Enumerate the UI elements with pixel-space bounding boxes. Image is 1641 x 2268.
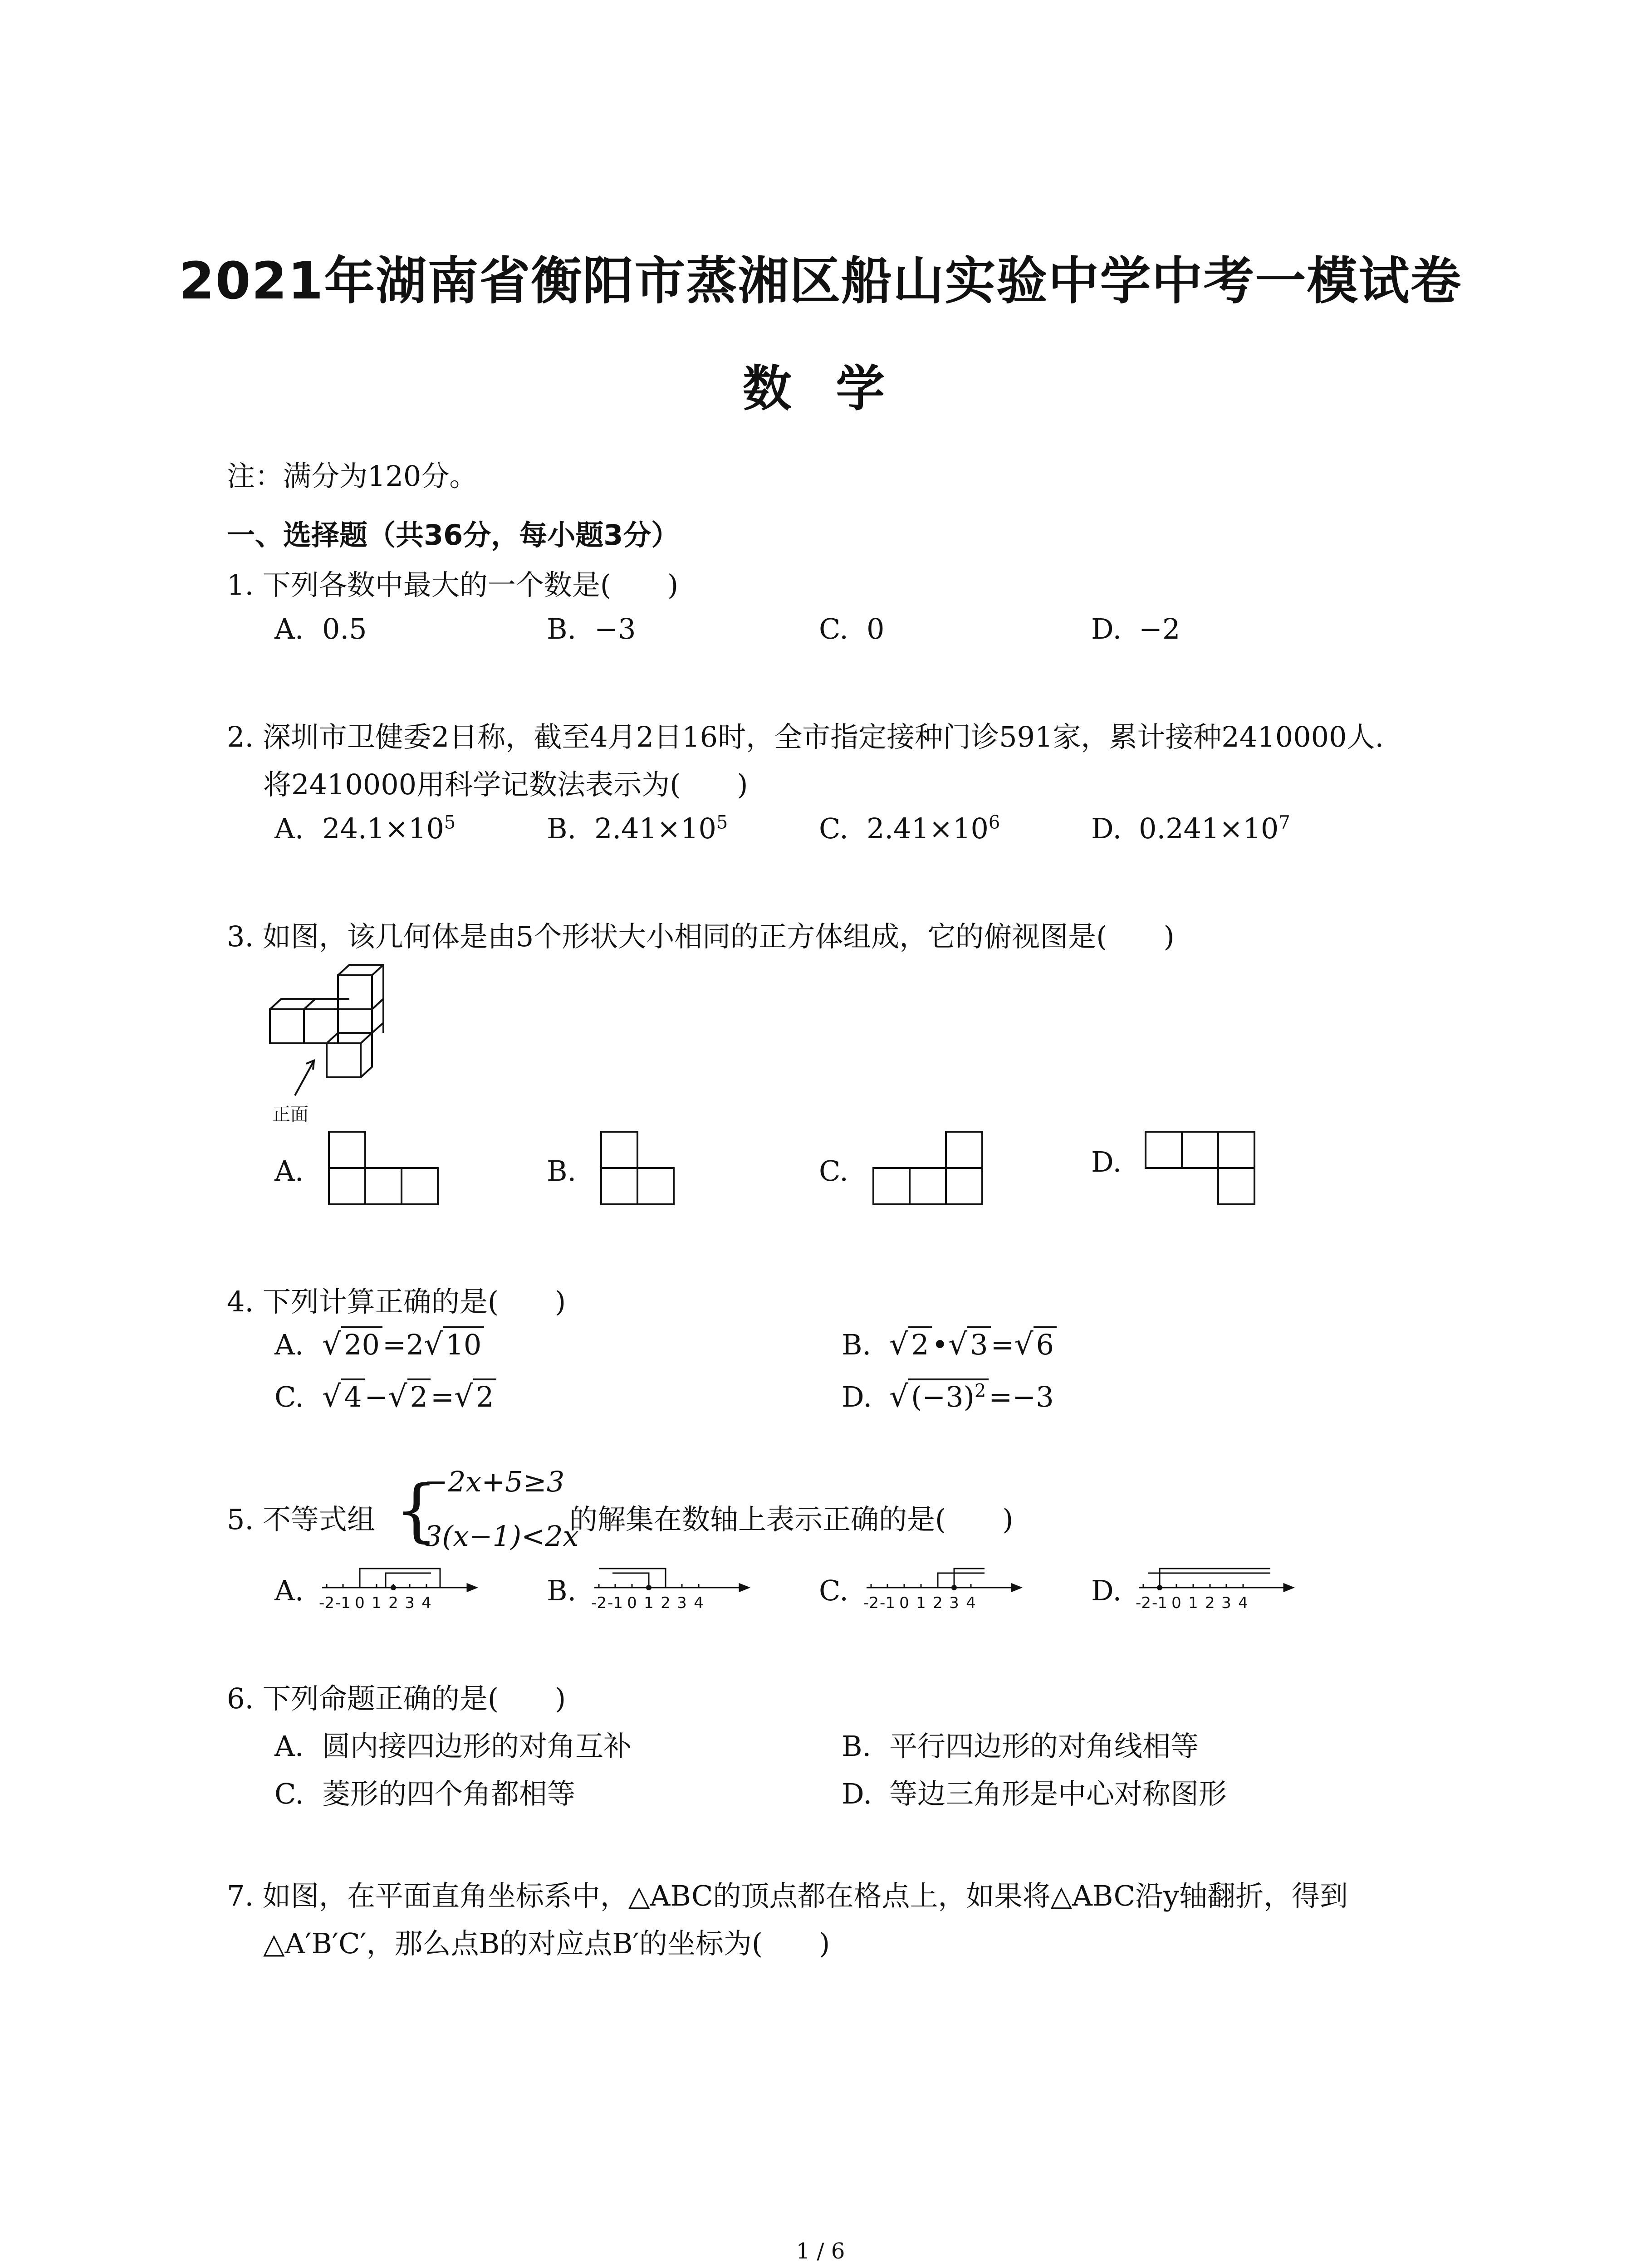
- tick: 4: [966, 1594, 976, 1612]
- q1-option-d: D. −2: [1091, 612, 1181, 645]
- tick: -2: [319, 1594, 334, 1612]
- tick: 1: [372, 1594, 382, 1612]
- tick: -2: [863, 1594, 879, 1612]
- tick: 1: [916, 1594, 926, 1612]
- subject-title: 数 学: [742, 361, 899, 417]
- question-7-stem-line2: △A′B′C′，那么点B的对应点B′的坐标为( ): [263, 1927, 830, 1960]
- q5-number-line-a: [318, 1560, 481, 1619]
- front-view-label: 正面: [272, 1104, 309, 1125]
- question-5-stem-prefix: 5. 不等式组: [227, 1503, 375, 1536]
- q1-option-c: C. 0: [819, 612, 885, 645]
- q5-option-c-label: C.: [819, 1574, 848, 1607]
- q2-option-d: D. $0.241\times 10^7$: [1091, 812, 1290, 845]
- q3-option-c-figure: [871, 1129, 989, 1211]
- tick: 2: [933, 1594, 943, 1612]
- tick: 1: [644, 1594, 654, 1612]
- question-3-stem: 3. 如图，该几何体是由5个形状大小相同的正方体组成，它的俯视图是( ): [227, 920, 1175, 953]
- tick: 0: [899, 1594, 909, 1612]
- q2-option-b: B. $2.41\times 10^5$: [547, 812, 728, 845]
- q2-option-a: A. $24.1\times 10^5$: [274, 812, 456, 845]
- tick: 0: [1171, 1594, 1181, 1612]
- tick: -1: [880, 1594, 895, 1612]
- q4-option-d: D. $√(-3)^2=-3$: [842, 1379, 1054, 1414]
- tick: 0: [627, 1594, 637, 1612]
- q4-option-a: A. √20=2√10: [274, 1327, 484, 1362]
- q3-option-a-figure: [327, 1129, 445, 1211]
- question-5-stem-suffix: 的解集在数轴上表示正确的是( ): [569, 1503, 1014, 1536]
- q3-option-b-figure: [599, 1129, 681, 1211]
- tick: 2: [388, 1594, 398, 1612]
- tick: 4: [694, 1594, 704, 1612]
- section-heading: 一、选择题（共36分，每小题3分）: [227, 518, 680, 552]
- q5-number-line-b: [590, 1560, 753, 1619]
- tick: -2: [591, 1594, 607, 1612]
- tick: 1: [1188, 1594, 1198, 1612]
- q4-option-b: B. √2•√3=√6: [842, 1327, 1057, 1362]
- system-brace: {: [395, 1471, 438, 1550]
- tick: 0: [355, 1594, 365, 1612]
- tick: 3: [405, 1594, 415, 1612]
- question-7-stem-line1: 7. 如图，在平面直角坐标系中，△ABC的顶点都在格点上，如果将△ABC沿y轴翻折，得到: [227, 1879, 1348, 1912]
- tick: 3: [677, 1594, 687, 1612]
- q3-option-b-label: B.: [547, 1154, 577, 1188]
- question-4-stem: 4. 下列计算正确的是( ): [227, 1285, 566, 1318]
- tick: 2: [1205, 1594, 1215, 1612]
- q5-option-b-label: B.: [547, 1574, 577, 1607]
- page-number: 1 / 6: [796, 2239, 845, 2264]
- question-6-stem: 6. 下列命题正确的是( ): [227, 1682, 566, 1715]
- tick: -1: [335, 1594, 351, 1612]
- tick: -1: [1152, 1594, 1167, 1612]
- tick: -2: [1136, 1594, 1151, 1612]
- question-2-stem-line1: 2. 深圳市卫健委2日称，截至4月2日16时，全市指定接种门诊591家，累计接种2410000人.: [227, 720, 1384, 753]
- q5-option-d-label: D.: [1091, 1574, 1122, 1607]
- exam-title: 2021年湖南省衡阳市蒸湘区船山实验中学中考一模试卷: [179, 252, 1462, 311]
- q3-option-a-label: A.: [274, 1154, 304, 1188]
- tick: -1: [607, 1594, 623, 1612]
- q5-number-line-c: [862, 1560, 1025, 1619]
- q6-option-c: C. 菱形的四个角都相等: [274, 1777, 576, 1810]
- inequality-1: −2x+5≥3: [424, 1465, 565, 1498]
- q3-option-d-figure: [1143, 1129, 1261, 1211]
- tick: 3: [949, 1594, 959, 1612]
- q5-number-line-d: [1134, 1560, 1298, 1619]
- q1-option-a: A. 0.5: [274, 612, 367, 645]
- q1-option-b: B. −3: [547, 612, 636, 645]
- q3-option-c-label: C.: [819, 1154, 848, 1188]
- inequality-2: 3(x−1)<2x: [424, 1520, 579, 1553]
- tick: 3: [1221, 1594, 1231, 1612]
- question-2-stem-line2: 将2410000用科学记数法表示为( ): [263, 768, 748, 801]
- cube-solid-figure: [263, 957, 408, 1120]
- tick: 4: [421, 1594, 431, 1612]
- score-note: 注：满分为120分。: [227, 459, 478, 493]
- q6-option-b: B. 平行四边形的对角线相等: [842, 1730, 1199, 1763]
- q5-option-a-label: A.: [274, 1574, 304, 1607]
- tick: 2: [661, 1594, 671, 1612]
- q2-option-c: C. $2.41\times 10^6$: [819, 812, 1000, 845]
- tick: 4: [1238, 1594, 1248, 1612]
- question-1-stem: 1. 下列各数中最大的一个数是( ): [227, 568, 679, 601]
- q6-option-a: A. 圆内接四边形的对角互补: [274, 1730, 632, 1763]
- q6-option-d: D. 等边三角形是中心对称图形: [842, 1777, 1227, 1810]
- q3-option-d-label: D.: [1091, 1145, 1122, 1178]
- q4-option-c: C. √4−√2=√2: [274, 1379, 496, 1414]
